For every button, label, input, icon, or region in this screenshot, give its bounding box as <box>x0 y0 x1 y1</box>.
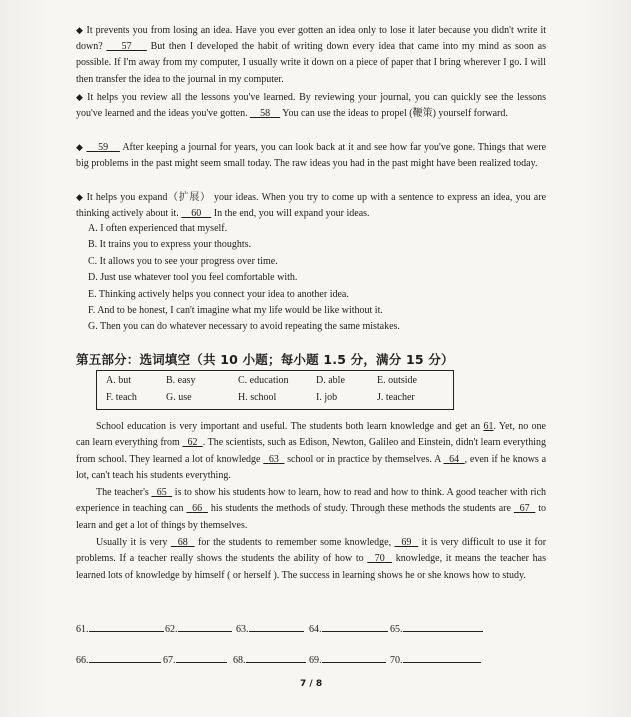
word-option: C. education <box>238 375 289 386</box>
passage-a-paragraph-58: ◆ It helps you review all the lessons you've learned. By reviewing your journal, you can quickly see the lessons you've learned and the ideas you've gotten. 58 You can use the ideas to propel (鞭策) yourself forward. <box>76 92 546 120</box>
blank-62: 62 <box>187 437 198 449</box>
word-option: J. teacher <box>377 392 415 403</box>
blank-59: 59 <box>98 142 109 153</box>
answer-slot-67[interactable]: 67. <box>163 652 227 666</box>
word-option: H. school <box>238 392 277 403</box>
option-f: F. And to be honest, I can't imagine what my life would be like without it. <box>88 305 383 316</box>
option-b: B. It trains you to express your thoughts. <box>88 239 252 250</box>
answer-slot-70[interactable]: 70. <box>390 652 481 666</box>
diamond-bullet: ◆ <box>76 192 84 202</box>
passage-b-paragraph-1: School education is very important and useful. The students both learn knowledge and get an 61. Yet, no one can learn everything from 62 . The scientists, such as Edison, Newton, Galileo and Einstein, didn't learn everything from school. They learned a lot of knowledge 63 school or in practice by themselves. A 64 , even if he knows a lot, can't teach his students everything. <box>76 421 547 481</box>
answer-slot-64[interactable]: 64. <box>309 621 388 635</box>
blank-63: 63 <box>268 453 279 465</box>
blank-69: 69 <box>401 537 412 548</box>
passage-b-paragraph-3: Usually it is very 68 for the students to remember some knowledge, 69 it is very difficult to use it for problems. If a teacher really shows the students the ability of how to 70 knowledge, it means the teacher has learned lots of knowledge by himself ( or herself ). The success in learning shows he or she knows how to study. <box>76 537 547 581</box>
option-e: E. Thinking actively helps you connect your idea to another idea. <box>88 289 349 300</box>
word-option: I. job <box>316 392 338 403</box>
answer-slot-63[interactable]: 63. <box>236 621 304 635</box>
answer-slot-69[interactable]: 69. <box>309 652 386 666</box>
passage-a-paragraph-60: ◆ It helps you expand（扩展） your ideas. When you try to come up with a sentence to express an idea, you are thinking actively about it. 60 In the end, you will expand your ideas. <box>76 192 547 220</box>
section-title: 第五部分：选词填空（共 10 小题；每小题 1.5 分，满分 15 分） <box>76 352 454 367</box>
blank-70: 70 <box>374 553 385 565</box>
option-d: D. Just use whatever tool you feel comfortable with. <box>88 272 298 283</box>
page-number: 7 / 8 <box>300 679 323 689</box>
blank-60: 60 <box>191 208 202 220</box>
word-option: F. teach <box>106 392 137 403</box>
answer-slot-68[interactable]: 68. <box>233 652 306 666</box>
diamond-bullet: ◆ <box>76 25 84 35</box>
answer-slot-65[interactable]: 65. <box>390 621 483 635</box>
passage-a-paragraph-59: ◆ 59 After keeping a journal for years, you can look back at it and see how far you've gone. Things that were big problems in the past might seem small today. The raw ideas you had in the past might have been realized today. <box>76 142 547 170</box>
word-option: E. outside <box>377 375 417 386</box>
blank-67: 67 <box>519 503 530 515</box>
diamond-bullet: ◆ <box>76 92 85 102</box>
answer-slot-61[interactable]: 61. <box>76 621 164 635</box>
word-option: D. able <box>316 375 345 386</box>
passage-b-paragraph-2: The teacher's 65 is to show his students how to learn, how to read and how to think. A good teacher with rich experience in teaching can 66 his students the methods of study. Through these methods the students are 67 to learn and get a lot of things by themselves. <box>76 487 547 531</box>
blank-66: 66 <box>192 503 203 515</box>
blank-57: 57 <box>121 41 132 53</box>
word-option: A. but <box>106 375 131 386</box>
option-a: A. I often experienced that myself. <box>88 223 228 234</box>
passage-a-paragraph-57: ◆ It prevents you from losing an idea. Have you ever gotten an idea only to lose it later because you didn't write it down? 57 But then I developed the habit of writing down every idea that came into my mind as soon as possible. If I'm away from my computer, I usually write it down on a piece of paper that I bring wherever I go. I will then transfer the idea to the journal in my computer. <box>76 25 547 85</box>
blank-58: 58 <box>260 108 271 120</box>
blank-68: 68 <box>177 537 188 548</box>
diamond-bullet: ◆ <box>76 142 84 152</box>
option-c: C. It allows you to see your progress over time. <box>88 256 278 267</box>
word-option: G. use <box>166 392 192 403</box>
option-g: G. Then you can do whatever necessary to avoid repeating the same mistakes. <box>88 321 400 332</box>
blank-61: 61 <box>483 421 494 432</box>
blank-64: 64 <box>449 453 460 465</box>
answer-slot-66[interactable]: 66. <box>76 652 161 666</box>
word-bank-box <box>96 370 454 410</box>
word-option: B. easy <box>166 375 196 386</box>
answer-slot-62[interactable]: 62. <box>165 621 232 635</box>
blank-65: 65 <box>156 487 167 498</box>
